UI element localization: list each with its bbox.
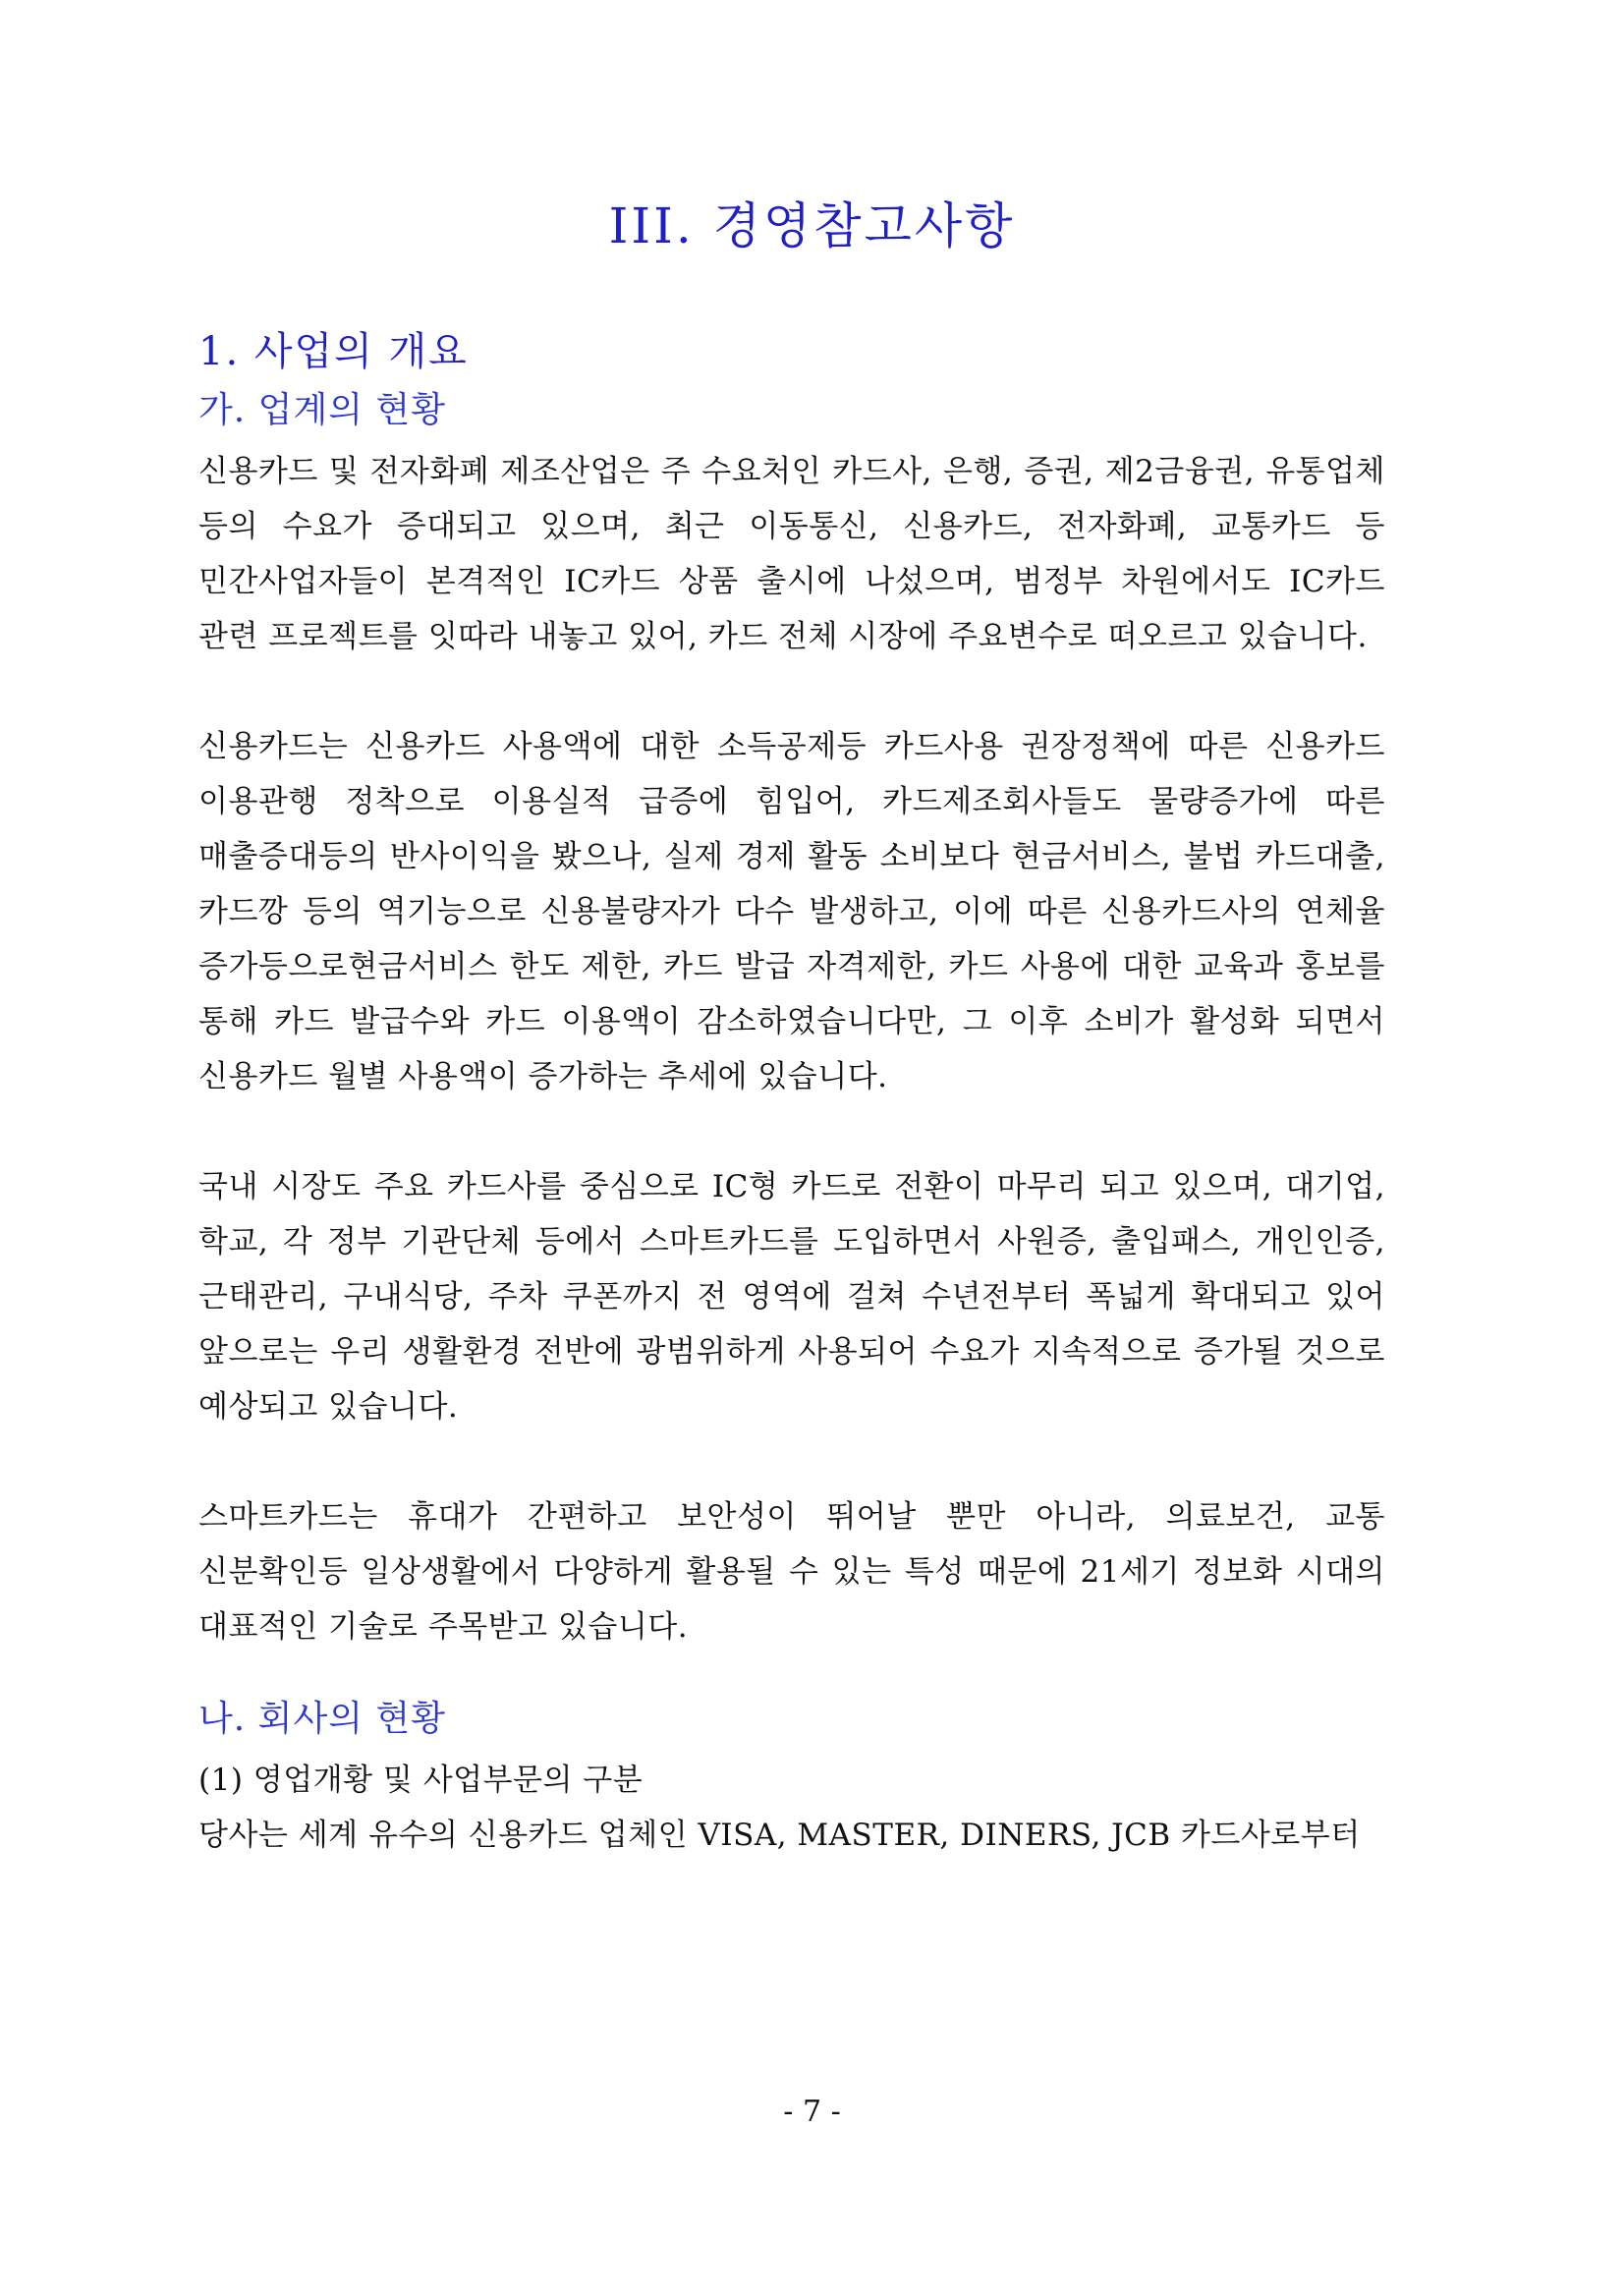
paragraph-spacer	[198, 664, 1385, 719]
paragraph-spacer	[198, 1104, 1385, 1159]
paragraph-company-1: 당사는 세계 유수의 신용카드 업체인 VISA, MASTER, DINERS, JCB 카드사로부터	[198, 1818, 1361, 1853]
subsection-heading-company-status: 나. 회사의 현황	[198, 1699, 446, 1739]
paragraph-industry-2: 신용카드는 신용카드 사용액에 대한 소득공제등 카드사용 권장정책에 따른 신용카드 이용관행 정착으로 이용실적 급증에 힘입어, 카드제조회사들도 물량증가에 따른 매출증대등의 반사이익을 봤으나, 실제 경제 활동 소비보다 현금서비스, 불법 카드대출, 카드깡 등의 역기능으로 신용불량자가 다수 발생하고, 이에 따른 신용카드사의 연체율 증가등으로현금서비스 한도 제한, 카드 발급 자격제한, 카드 사용에 대한 교육과 홍보를 통해 카드 발급수와 카드 이용액이 감소하였습니다만, 그 이후 소비가 활성화 되면서 신용카드 월별 사용액이 증가하는 추세에 있습니다.	[198, 729, 1385, 1094]
document-body	[198, 324, 1385, 1863]
paragraph-industry-3: 국내 시장도 주요 카드사를 중심으로 IC형 카드로 전환이 마무리 되고 있으며, 대기업, 학교, 각 정부 기관단체 등에서 스마트카드를 도입하면서 사원증, 출입패스, 개인인증, 근태관리, 구내식당, 주차 쿠폰까지 전 영역에 걸쳐 수년전부터 폭넓게 확대되고 있어 앞으로는 우리 생활환경 전반에 광범위하게 사용되어 수요가 지속적으로 증가될 것으로 예상되고 있습니다.	[198, 1169, 1385, 1425]
paragraph-industry-1: 신용카드 및 전자화폐 제조산업은 주 수요처인 카드사, 은행, 증권, 제2금융권, 유통업체 등의 수요가 증대되고 있으며, 최근 이동통신, 신용카드, 전자화폐, 교통카드 등 민간사업자들이 본격적인 IC카드 상품 출시에 나섰으며, 범정부 차원에서도 IC카드 관련 프로젝트를 잇따라 내놓고 있어, 카드 전체 시장에 주요변수로 떠오르고 있습니다.	[198, 454, 1385, 654]
section-heading-business-overview: 1. 사업의 개요	[198, 329, 469, 374]
paragraph-spacer	[198, 1434, 1385, 1489]
page-title: III. 경영참고사항	[608, 197, 1016, 254]
item-label-business-overview: (1) 영업개황 및 사업부문의 구분	[198, 1763, 644, 1798]
paragraph-industry-4: 스마트카드는 휴대가 간편하고 보안성이 뛰어날 뿐만 아니라, 의료보건, 교통 신분확인등 일상생활에서 다양하게 활용될 수 있는 특성 때문에 21세기 정보화 시대의 대표적인 기술로 주목받고 있습니다.	[198, 1499, 1385, 1645]
paragraph-spacer	[198, 1654, 1385, 1694]
page-number: - 7 -	[783, 2095, 841, 2129]
subsection-heading-industry-status: 가. 업계의 현황	[198, 390, 446, 430]
